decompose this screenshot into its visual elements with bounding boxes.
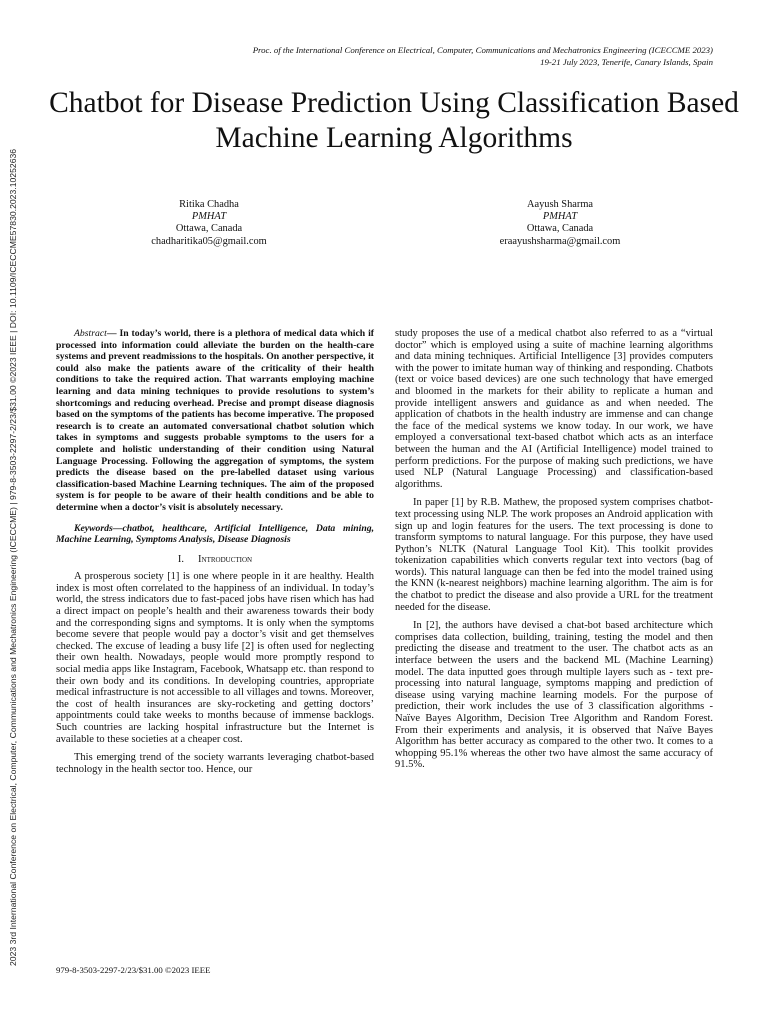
author-name: Aayush Sharma (526, 199, 594, 210)
section-heading (56, 554, 374, 566)
right-column (395, 328, 713, 778)
sidebar-text: 2023 3rd International Conference on Electrical, Computer, Communications and Mechatronics Engineering (ICECCME) | 979-8-3503-2297-2/23/$31.00 ©2023 IEEE | DOI: 10.1109/ICECCME57830.2023.10252636 (8, 148, 18, 966)
paper-title: Chatbot for Disease Prediction Using Classification Based Machine Learning Algorithms (49, 87, 739, 154)
author-location: Ottawa, Canada (526, 223, 594, 235)
body-paragraph: A prosperous society [1] is one where people in it are healthy. Health index is most often correlated to the happiness of an individual. In today’s world, the stress indicators due to fast-paced jobs have risen which has had a direct impact on people’s health and their awareness towards their body and the corresponding signs and symptoms. It is only when the symptoms become severe that people would pay a doctor’s visit and get themselves checked. The excuse of leading a busy life [2] is often used for neglecting their own health. Nowadays, people would more promptly respond to social media apps like Instagram, Facebook, Whatsapp etc. than respond to their own body and its conditions. In developing countries, appropriate medical infrastructure is not accessible to all villages and towns. Moreover, the cost of health insurances are sky-rocketing and getting doctors’ appointments could take weeks to months because of immense backlogs. Such countries are lacking hospital infrastructure but the Internet is available to these societies at a cheaper cost. (56, 571, 374, 745)
conference-header (253, 44, 713, 68)
section-title: Introduction (198, 553, 253, 565)
author-location: Ottawa, Canada (175, 223, 243, 235)
keywords-text: chatbot, healthcare, Artificial Intelligence, Data mining, Machine Learning, Symptoms Analysis, Disease Diagnosis (56, 522, 374, 546)
body-paragraph: study proposes the use of a medical chatbot also referred to as a “virtual doctor” which is employed using a suite of machine learning algorithms and data mining techniques. Artificial Intelligence [3] provides computers with the power to imitate human way of thinking and responding. Chatbots (text or voice based devices) are one such technology that have emerged and bloomed in the markets for their ability to replicate a human and provide intelligent answers and guidance as and when needed. The application of chatbots in the health industry are immense and can change the face of the medical systems we know today. In our work, we have employed a conversational text-based chatbot which acts as an interface between the human and the AI (Artificial Intelligence) model trained to perform predictions. For the purpose of making such predictions, we have used NLP (Natural Language Processing) and classification-based algorithms. (395, 328, 713, 490)
body-paragraph: This emerging trend of the society warrants leveraging chatbot-based technology in the health sector too. Hence, our (56, 752, 374, 775)
keywords: Keywords—chatbot, healthcare, Artificial Intelligence, Data mining, Machine Learning, Symptoms Analysis, Disease Diagnosis (56, 522, 374, 546)
author-block (89, 199, 329, 248)
section-number: I. (177, 553, 185, 565)
author-block (440, 199, 680, 248)
conference-line-1: Proc. of the International Conference on Electrical, Computer, Communications and Mechatronics Engineering (ICECCME 2023) (252, 45, 713, 55)
body-paragraph: In paper [1] by R.B. Mathew, the proposed system comprises chatbot-text processing using NLP. The work proposes an Android application with sign up and login features for the users. The text processing is done to transform symptoms to natural language. For this purpose, they have used Python’s NLTK (Natural Language Tool Kit). This toolkit provides tokenization capabilities which converts regular text into vectors (bag of words). This natural language can then be fed into the model trained using the KNN (k-nearest neighbors) machine learning algorithm. The aim is for the chatbot to predict the disease and also provide a URL for the treatment needed for the disease. (395, 497, 713, 613)
body-paragraph: In [2], the authors have devised a chat-bot based architecture which comprises data collection, building, training, testing the model and then predicting the disease and treatment to the user. The chatbot acts as an interface between the users and the backend ML (Machine Learning) model. The data inputted goes through multiple layers such as - text pre-processing into natural language, symptoms mapping and prediction of disease using varying machine learning models. For the purpose of prediction, their work includes the use of 3 classification algorithms - Naïve Bayes Algorithm, Decision Tree Algorithm and Random Forest. From their experiments and analysis, it is observed that Naïve Bayes Algorithm has better accuracy as compared to the other two. It comes to a whopping 95.1% whereas the other two have almost the same accuracy of 91.5%. (395, 620, 713, 771)
author-affiliation: PMHAT (542, 211, 578, 223)
doi-sidebar (3, 36, 27, 996)
abstract-label: Abstract (74, 328, 107, 339)
conference-line-2: 19-21 July 2023, Tenerife, Canary Islands, Spain (540, 57, 713, 67)
author-name: Ritika Chadha (179, 199, 239, 210)
left-column (56, 328, 374, 782)
author-email: eraayushsharma@gmail.com (499, 235, 621, 247)
keywords-label: Keywords (74, 522, 113, 534)
abstract-text: In today’s world, there is a plethora of medical data which if processed into information could alleviate the burden on the health-care systems and prevent readmissions to the hospitals. On another perspective, it could also make the patients aware of the criticality of their health conditions to take the required action. That warrants employing machine learning and data mining techniques to provide resolutions to system’s shortcomings and reducing overhead. Precise and prompt disease diagnosis based on the symptoms of the patients has become imperative. The proposed research is to create an automated conversational chatbot solution which takes in symptoms and suggests probable symptoms to the users for a complete and holistic understanding of their condition using Natural Language Processing. Following the aggregation of symptoms, the system predicts the disease based on the pre-labelled dataset using various classification-based Machine Learning techniques. The aim of the proposed system is for people to be aware of their health conditions and be able to determine when a doctor’s visit is absolutely necessary. (56, 328, 375, 513)
abstract: Abstract— In today’s world, there is a plethora of medical data which if processed into information could alleviate the burden on the health-care systems and prevent readmissions to the hospitals. On another perspective, it could also make the patients aware of the criticality of their health conditions to take the required action. That warrants employing machine learning and data mining techniques to provide resolutions to system’s shortcomings and reducing overhead. Precise and prompt disease diagnosis based on the symptoms of the patients has become imperative. The proposed research is to create an automated conversational chatbot solution which takes in symptoms and suggests probable symptoms to the users for a complete and holistic understanding of their condition using Natural Language Processing. Following the aggregation of symptoms, the system predicts the disease based on the pre-labelled dataset using various classification-based Machine Learning techniques. The aim of the proposed system is for people to be aware of their health conditions and be able to determine when a doctor’s visit is absolutely necessary. (56, 328, 375, 513)
author-email: chadharitika05@gmail.com (151, 235, 267, 247)
copyright-footer: 979-8-3503-2297-2/23/$31.00 ©2023 IEEE (56, 965, 211, 975)
author-affiliation: PMHAT (191, 211, 227, 223)
